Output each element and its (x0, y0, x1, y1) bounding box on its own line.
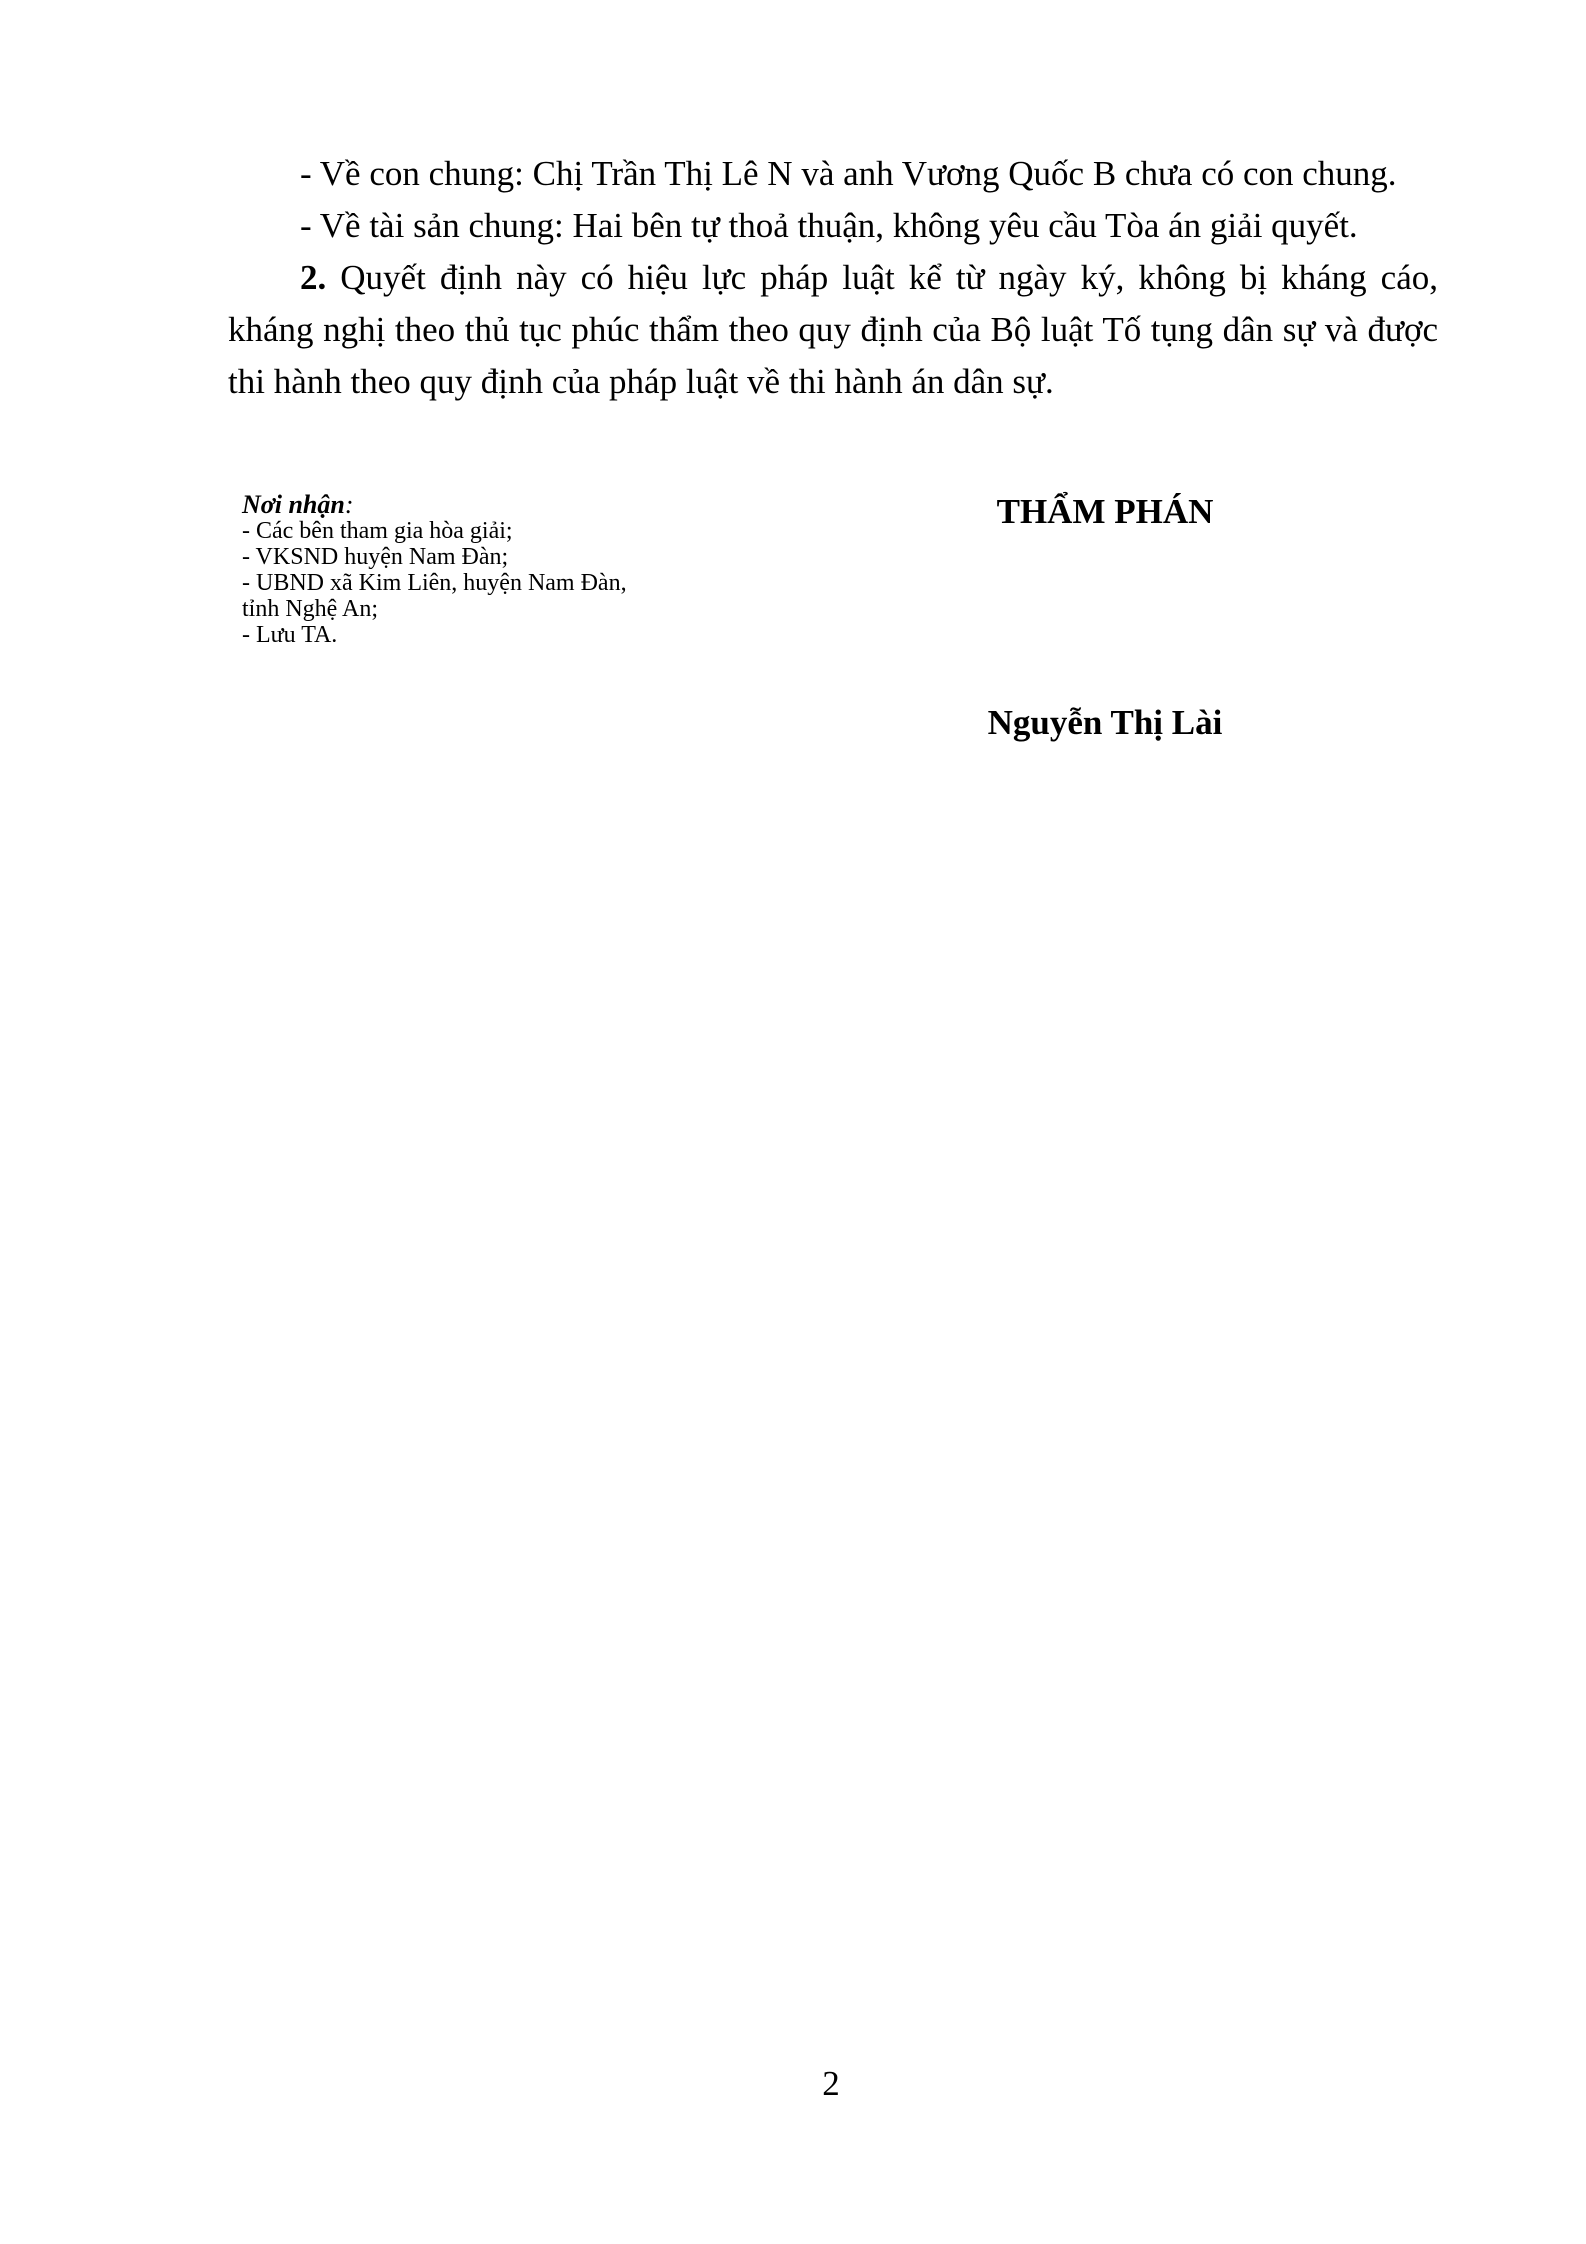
recipients-block (242, 492, 762, 648)
recipient-item: - VKSND huyện Nam Đàn; (242, 544, 509, 570)
paragraph-children: - Về con chung: Chị Trần Thị Lê N và anh Vương Quốc B chưa có con chung. (300, 154, 1397, 193)
paragraph-number: 2. (300, 258, 327, 297)
paragraph-effect-text: Quyết định này có hiệu lực pháp luật kể từ ngày ký, không bị kháng cáo, kháng nghị theo thủ tục phúc thẩm theo quy định của Bộ luật Tố tụng dân sự và được thi hành theo quy định của pháp luật về thi hành án dân sự. (228, 258, 1438, 401)
page-number: 2 (822, 2064, 840, 2103)
paragraph-property: - Về tài sản chung: Hai bên tự thoả thuận, không yêu cầu Tòa án giải quyết. (300, 206, 1358, 245)
document-body (228, 148, 1438, 408)
recipients-title-colon: : (344, 490, 354, 519)
recipient-item: tỉnh Nghệ An; (242, 596, 378, 622)
recipient-item: - Các bên tham gia hòa giải; (242, 518, 513, 544)
recipient-item: - UBND xã Kim Liên, huyện Nam Đàn, (242, 570, 627, 596)
paragraph-effect (228, 252, 1438, 408)
recipients-title-text: Nơi nhận (242, 490, 345, 519)
recipient-item: - Lưu TA. (242, 622, 338, 648)
recipients-title (242, 492, 762, 518)
signature-name: Nguyễn Thị Lài (987, 703, 1223, 742)
signature-title: THẨM PHÁN (996, 492, 1214, 531)
